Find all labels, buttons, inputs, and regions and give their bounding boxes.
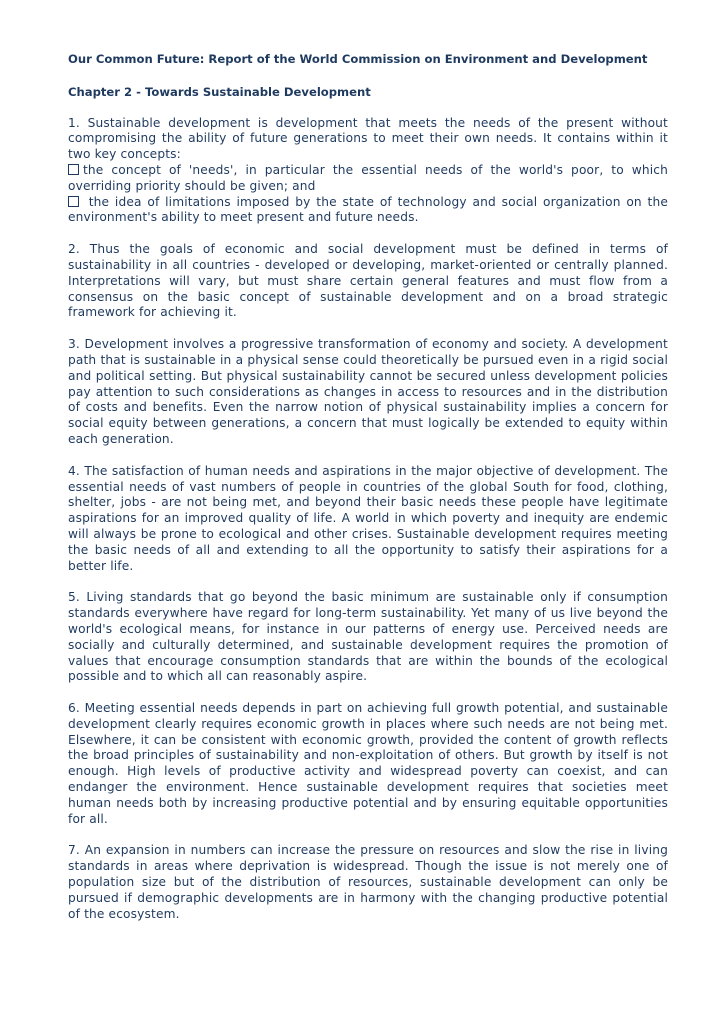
- bullet-text: the idea of limitations imposed by the state of technology and social organization on the environment's ability to meet present and future needs.: [68, 194, 668, 225]
- bullet-item: [68, 195, 668, 227]
- bullet-text: the concept of 'needs', in particular the essential needs of the world's poor, to which overriding priority should be given; and: [68, 162, 668, 193]
- paragraph-1: [68, 116, 668, 227]
- checkbox-bullet-icon: [68, 164, 79, 175]
- paragraph-7: 7. An expansion in numbers can increase the pressure on resources and slow the rise in living standards in areas where deprivation is widespread. Though the issue is not merely one of population size but of the distribution of resources, sustainable development can only be pursued if demographic developments are in harmony with the changing productive potential of the ecosystem.: [68, 843, 668, 921]
- chapter-title: Chapter 2 - Towards Sustainable Development: [68, 84, 371, 99]
- paragraph-1-intro: 1. Sustainable development is development that meets the needs of the present without compromising the ability of future generations to meet their own needs. It contains within it two key concepts:: [68, 115, 668, 162]
- paragraph-3: 3. Development involves a progressive transformation of economy and society. A development path that is sustainable in a physical sense could theoretically be pursued even in a rigid social and political setting. But physical sustainability cannot be secured unless development policies pay attention to such considerations as changes in access to resources and in the distribution of costs and benefits. Even the narrow notion of physical sustainability implies a concern for social equity between generations, a concern that must logically be extended to equity within each generation.: [68, 337, 668, 446]
- paragraph-4: 4. The satisfaction of human needs and aspirations in the major objective of development. The essential needs of vast numbers of people in countries of the global South for food, clothing, shelter, jobs - are not being met, and beyond their basic needs these people have legitimate aspirations for an improved quality of life. A world in which poverty and inequity are endemic will always be prone to ecological and other crises. Sustainable development requires meeting the basic needs of all and extending to all the opportunity to satisfy their aspirations for a better life.: [68, 463, 668, 573]
- paragraph-5: 5. Living standards that go beyond the basic minimum are sustainable only if consumption standards everywhere have regard for long-term sustainability. Yet many of us live beyond the world's ecological means, for instance in our patterns of energy use. Perceived needs are socially and culturally determined, and sustainable development requires the promotion of values that encourage consumption standards that are within the bounds of the ecological possible and to which all can reasonably aspire.: [68, 590, 668, 684]
- checkbox-bullet-icon: [68, 196, 79, 207]
- paragraph-6: 6. Meeting essential needs depends in part on achieving full growth potential, and sustainable development clearly requires economic growth in places where such needs are not being met. Elsewhere, it can be consistent with economic growth, provided the content of growth reflects the broad principles of sustainability and non-exploitation of others. But growth by itself is not enough. High levels of productive activity and widespread poverty can coexist, and can endanger the environment. Hence sustainable development requires that societies meet human needs both by increasing productive potential and by ensuring equitable opportunities for all.: [68, 701, 668, 826]
- bullet-item: [68, 163, 668, 195]
- document-page: [68, 52, 668, 938]
- document-title: Our Common Future: Report of the World Commission on Environment and Development: [68, 52, 648, 66]
- paragraph-2: 2. Thus the goals of economic and social development must be defined in terms of sustainability in all countries - developed or developing, market-oriented or centrally planned. Interpretations will vary, but must share certain general features and must flow from a consensus on the basic concept of sustainable development and on a broad strategic framework for achieving it.: [68, 242, 668, 320]
